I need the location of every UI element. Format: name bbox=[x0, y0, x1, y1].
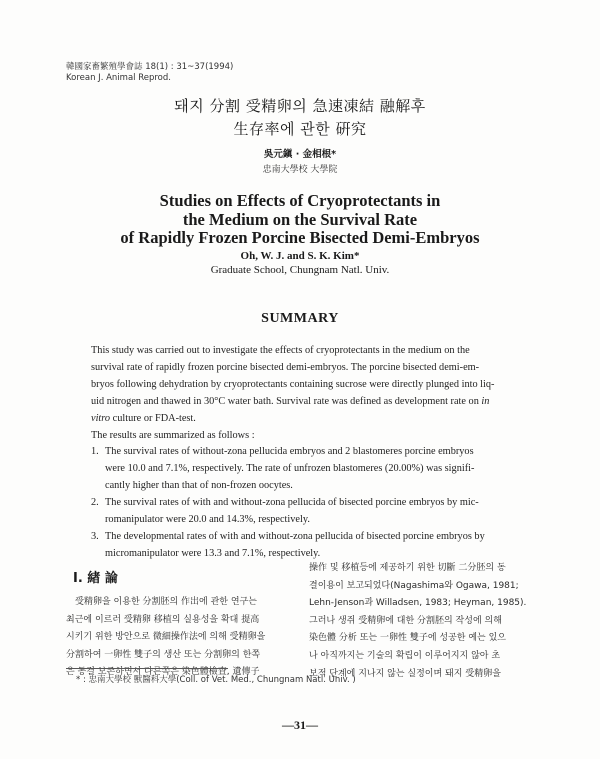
result-item-2 bbox=[91, 495, 519, 529]
intro-line: 그러나 생쥐 受精卵에 대한 分割胚의 작성에 의해 bbox=[309, 615, 502, 626]
journal-citation: 韓國家畜繁殖學會誌 18(1) : 31~37(1994) bbox=[66, 62, 234, 72]
italic-term: in bbox=[481, 395, 490, 407]
summary-heading: SUMMARY bbox=[261, 311, 339, 326]
introduction-right-column bbox=[309, 560, 535, 683]
english-title-line-1: Studies on Effects of Cryoprotectants in bbox=[159, 191, 441, 210]
intro-line: 은 동결 보존하면서 다른쪽은 染色體檢査, 遺傳子 bbox=[66, 667, 260, 678]
korean-title-line-2: 生存率에 관한 硏究 bbox=[233, 120, 367, 138]
result-line: The developmental rates of with and without-zona pellucida of bisected porcine embryos by bbox=[105, 530, 485, 542]
journal-header bbox=[66, 62, 233, 84]
footnote: * : 忠南大學校 獸醫科大學(Coll. of Vet. Med., Chungnam Natl. Univ. ) bbox=[76, 675, 356, 685]
korean-affiliation: 忠南大學校 大學院 bbox=[262, 165, 338, 175]
english-title-line-3: of Rapidly Frozen Porcine Bisected Demi-Embryos bbox=[120, 228, 480, 247]
intro-line: 操作 및 移植등에 제공하기 위한 切斷 二分胚의 동 bbox=[309, 563, 506, 573]
intro-line: Lehn-Jenson과 Willadsen, 1983; Heyman, 1985). bbox=[309, 598, 527, 609]
summary-line: uid nitrogen and thawed in 30°C water bath. Survival rate was defined as development rate on in bbox=[91, 395, 490, 407]
summary-abstract bbox=[91, 343, 519, 563]
intro-line: 보적 단계에 지나지 않는 실정이며 돼지 受精卵을 bbox=[309, 668, 501, 679]
korean-authors: 吳元鎭 · 金相根* bbox=[263, 149, 337, 160]
summary-line: vitro culture or FDA-test. bbox=[91, 412, 196, 424]
result-line: were 10.0 and 7.1%, respectively. The rate of unfrozen blastomeres (20.00%) was signifi- bbox=[105, 463, 475, 475]
result-line: cantly higher than that of non-frozen oocytes. bbox=[105, 480, 293, 492]
english-title-line-2: the Medium on the Survival Rate bbox=[182, 210, 418, 229]
footnote-divider bbox=[66, 668, 228, 669]
intro-line: 나 아직까지는 기술의 확립이 이루어지지 않아 초 bbox=[309, 650, 501, 661]
intro-line: 결이용이 보고되었다(Nagashima와 Ogawa, 1981; bbox=[309, 580, 519, 591]
english-affiliation: Graduate School, Chungnam Natl. Univ. bbox=[210, 264, 390, 276]
introduction-heading: Ⅰ. 緖 論 bbox=[73, 571, 118, 586]
result-number: 1. bbox=[91, 446, 99, 458]
journal-name-english: Korean J. Animal Reprod. bbox=[66, 73, 171, 83]
intro-line: 分割하여 一卵性 雙子의 생산 또는 分割卵의 한쪽 bbox=[66, 649, 261, 660]
result-number: 2. bbox=[91, 497, 99, 509]
result-line: The survival rates of with and without-zona pellucida of bisected porcine embryos by mic- bbox=[105, 497, 479, 509]
result-item-3 bbox=[91, 529, 519, 563]
result-item-1 bbox=[91, 444, 519, 495]
english-authors: Oh, W. J. and S. K. Kim* bbox=[240, 250, 360, 262]
results-lead: The results are summarized as follows : bbox=[91, 429, 255, 441]
result-line: micromanipulator were 13.3 and 7.1%, respectively. bbox=[105, 547, 321, 559]
korean-title-line-1: 돼지 分割 受精卵의 急速凍結 融解후 bbox=[174, 97, 426, 115]
result-line: romanipulator were 20.0 and 14.3%, respectively. bbox=[105, 514, 310, 526]
result-line: The survival rates of without-zona pellucida embryos and 2 blastomeres porcine embryos bbox=[105, 446, 474, 458]
summary-line: survival rate of rapidly frozen porcine bisected demi-embryos. The porcine bisected demi-em- bbox=[91, 361, 480, 373]
page-number: —31— bbox=[282, 718, 318, 732]
intro-line: 染色體 分析 또는 一卵性 雙子에 성공한 예는 있으 bbox=[309, 633, 506, 644]
intro-line: 시키기 위한 방안으로 微細操作法에 의해 受精卵을 bbox=[66, 632, 266, 643]
summary-line: bryos following dehydration by cryoprotectants containing sucrose were directly plunged into liq- bbox=[91, 378, 495, 390]
italic-term: vitro bbox=[91, 412, 111, 424]
intro-line: 최근에 이르러 受精卵 移植의 실용성을 확대 提高 bbox=[66, 614, 260, 625]
summary-line: This study was carried out to investigate the effects of cryoprotectants in the medium on the bbox=[91, 345, 470, 356]
result-number: 3. bbox=[91, 530, 99, 542]
intro-line: 受精卵을 이용한 分割胚의 作出에 관한 연구는 bbox=[66, 597, 257, 607]
